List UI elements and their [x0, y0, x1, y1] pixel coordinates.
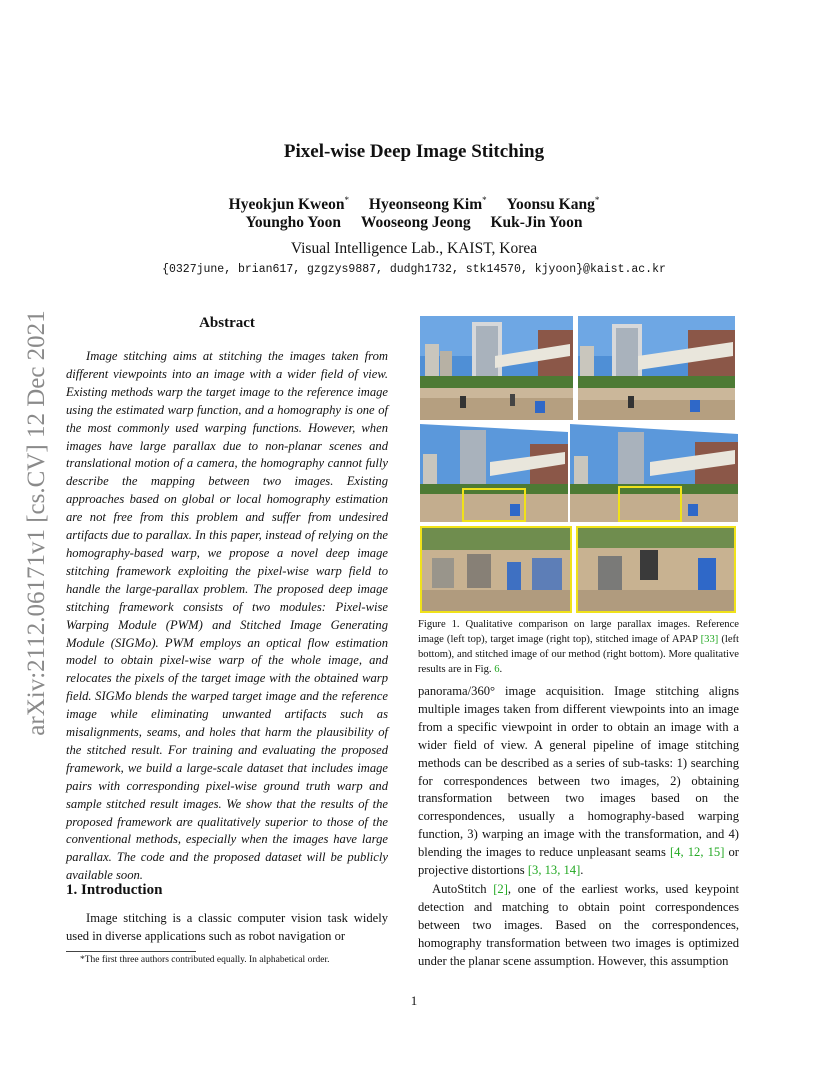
footnote-divider	[66, 951, 196, 952]
ours-zoom	[576, 526, 736, 613]
authors-row-2	[0, 214, 828, 232]
arxiv-stamp: arXiv:2112.06171v1 [cs.CV] 12 Dec 2021	[23, 310, 50, 736]
footnote: *The first three authors contributed equally. In alphabetical order.	[80, 955, 330, 965]
introduction-paragraph-continued: panorama/360° image acquisition. Image stitching aligns multiple images taken from different viewpoints into an image from a specific viewpoint in order to obtain an image with a wider field of view. A general pipeline of image stitching methods can be described as a series of sub-tasks: 1) searching for correspondences between two images, 2) obtaining transformation between two images based on the correspondences, usually a homography-based warping function, 3) warping an image with the transformation, and 4) blending the images to reduce unpleasant seams [4, 12, 15] or projective distortions [3, 13, 14].	[418, 684, 740, 878]
highlight-box	[618, 486, 682, 522]
section-heading-introduction: 1. Introduction	[66, 882, 163, 898]
highlight-box	[462, 488, 526, 522]
page-number: 1	[410, 993, 418, 1008]
author: Hyeokjun Kweon*	[228, 195, 350, 214]
apap-zoom	[420, 526, 572, 613]
figure-1-caption: Figure 1. Qualitative comparison on large parallax images. Reference image (left top), target image (right top), stitched image of APAP [33] (left bottom), and stitched image of our method (right bottom). More qualitative results are in Fig. 6.	[418, 619, 739, 675]
citation-link[interactable]: [2]	[493, 882, 508, 896]
author: Hyeonseong Kim*	[368, 195, 487, 214]
introduction-paragraph: Image stitching is a classic computer vision task widely used in diverse applications such as robot navigation or	[66, 911, 388, 943]
author: Youngho Yoon	[245, 214, 341, 231]
citation-link[interactable]: [3, 13, 14]	[527, 863, 581, 878]
figure-reference-link[interactable]: 6	[494, 664, 500, 675]
ours-stitched-image	[570, 424, 738, 522]
autostitch-paragraph: AutoStitch [2], one of the earliest works, used keypoint detection and matching to obtain point correspondences between two images. Based on the correspondences, homography transformation between two images is optimized under the planar scene assumption. However, this assumption	[418, 882, 739, 968]
affiliation: Visual Intelligence Lab., KAIST, Korea	[290, 240, 538, 257]
figure-1	[418, 316, 738, 613]
abstract-heading: Abstract	[199, 315, 255, 331]
reference-image	[420, 316, 573, 420]
citation-link[interactable]: [4, 12, 15]	[669, 845, 725, 860]
author: Yoonsu Kang*	[506, 195, 600, 214]
authors-row-1	[0, 195, 828, 214]
citation-link[interactable]: [33]	[700, 634, 719, 645]
abstract-body: Image stitching aims at stitching the images taken from different viewpoints into an image with a wider field of view. Existing methods warp the target image to the reference image using the estimated warp function, and a homography is one of the most commonly used warping functions. However, when images have large parallax due to non-planar scenes and translational motion of a camera, the homography cannot fully describe the mapping between two images. Existing approaches based on global or local homography estimation are not free from this problem and suffer from undesired artifacts due to parallax. In this paper, instead of relying on the homography-based warp, we propose a novel deep image stitching framework exploiting the pixel-wise warp field to handle the large-parallax problem. The proposed deep image stitching framework consists of two modules: Pixel-wise Warping Module (PWM) and Stitched Image Generating Module (SIGMo). PWM employs an optical flow estimation model to obtain pixel-wise warp of the whole image, and relocates the pixels of the target image with the obtained warp field. SIGMo blends the warped target image and the reference image while eliminating unwanted artifacts such as misalignments, seams, and holes that harm the plausibility of the stitched result. For training and evaluating the proposed framework, we build a large-scale dataset that includes image pairs with corresponding pixel-wise ground truth warp and sample stitched result images. We show that the results of the proposed framework are qualitatively superior to those of the conventional methods, especially when the images have large parallax. The code and the proposed dataset will be publicly available soon.	[66, 349, 388, 883]
target-image	[578, 316, 735, 420]
author: Kuk-Jin Yoon	[490, 214, 583, 231]
author: Wooseong Jeong	[360, 214, 471, 231]
apap-stitched-image	[420, 424, 568, 522]
author-emails: {0327june, brian617, gzgzys9887, dudgh1732, stk14570, kjyoon}@kaist.ac.kr	[162, 263, 666, 276]
paper-title: Pixel-wise Deep Image Stitching	[283, 141, 545, 162]
